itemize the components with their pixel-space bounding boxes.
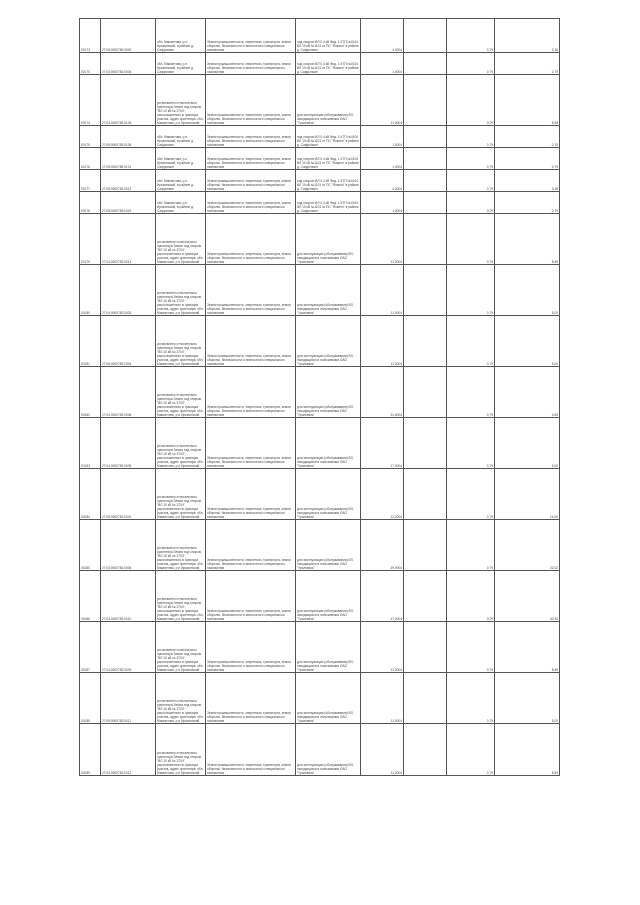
cell-rate: 0,79 — [447, 367, 495, 418]
cell-rate: 0,79 — [447, 214, 495, 265]
cell-empty — [404, 126, 447, 148]
cell-rate: 0,79 — [447, 265, 495, 316]
cell-area: 1,0004 — [361, 192, 404, 214]
cell-empty — [404, 367, 447, 418]
cell-cad: 27:04:0000782:0009 — [101, 622, 156, 673]
cell-empty — [404, 170, 447, 192]
cell-no: 00177 — [80, 170, 101, 192]
table-row — [80, 724, 560, 776]
cell-cad: 27:04:0000782:0005 — [101, 418, 156, 469]
table-row — [80, 265, 560, 316]
cell-area: 1,0004 — [361, 126, 404, 148]
cell-empty — [404, 214, 447, 265]
table-row — [80, 571, 560, 622]
cell-cat: Земли промышленности, энергетики, транспорта, земли обороны, безопасности и земли иного специального назначения — [206, 571, 296, 622]
cell-use: для эксплуатации (обслуживания) ВЛ, находящихся в пользовании ОАО "Уралсвязь" — [296, 571, 361, 622]
table-row — [80, 469, 560, 520]
cell-loc: установлено относительно ориентира Земля под опорою "ВЛ-10 кВ № 3704", расположенного в границах участка, адрес ориентира: обл. Мамонтова, р-н Ирынинский — [156, 418, 206, 469]
cell-loc: установлено относительно ориентира Земля под опорою "ВЛ-10 кВ № 3704", расположенного в границах участка, адрес ориентира: обл. Мамонтова, р-н Ирынинский — [156, 367, 206, 418]
cell-cat: Земли промышленности, энергетики, транспорта, земли обороны, безопасности и земли иного специального назначения — [206, 724, 296, 776]
cell-rate: 0,79 — [447, 520, 495, 571]
cell-empty — [404, 265, 447, 316]
cell-cad: 27:08:0000785:0101 — [101, 148, 156, 170]
cell-sum: 8,69 — [495, 724, 560, 776]
cell-rate: 0,79 — [447, 571, 495, 622]
cell-no: 00176 — [80, 148, 101, 170]
cell-rate: 0,79 — [447, 724, 495, 776]
cell-cad: 27:04:0000782:0006 — [101, 367, 156, 418]
cell-cat: Земли промышленности, энергетики, транспорта, земли обороны, безопасности и земли иного специального назначения — [206, 418, 296, 469]
cell-cad: 27:04:0000782:0104 — [101, 75, 156, 126]
cell-rate: 0,79 — [447, 192, 495, 214]
cell-no: 00179 — [80, 214, 101, 265]
cell-sum: 5,00 — [495, 673, 560, 724]
cell-use: под опорою ВЛ 0,4 кВ Фид. 1 КТП №0104 ВЛ 10 кВ №1101 от ПС "Ялкино" в районе д. Сафронкин — [296, 170, 361, 192]
cell-empty — [404, 192, 447, 214]
cell-no: 00174 — [80, 75, 101, 126]
table-row — [80, 316, 560, 367]
cell-rate: 0,79 — [447, 170, 495, 192]
cell-no: 00188 — [80, 673, 101, 724]
table-row — [80, 673, 560, 724]
cell-area: 17,0004 — [361, 418, 404, 469]
cell-empty — [404, 19, 447, 53]
cell-cat: Земли промышленности, энергетики, транспорта, земли обороны, безопасности и земли иного специального назначения — [206, 170, 296, 192]
cell-cad: 27:04:0000782:0013 — [101, 214, 156, 265]
cell-sum: 8,69 — [495, 75, 560, 126]
cell-no: 00178 — [80, 192, 101, 214]
cell-cat: Земли промышленности, энергетики, транспорта, земли обороны, безопасности и земли иного специального назначения — [206, 520, 296, 571]
cell-cad: 27:08:0000782:0001 — [101, 469, 156, 520]
cell-area: 11,0004 — [361, 724, 404, 776]
table-row — [80, 170, 560, 192]
table-row — [80, 192, 560, 214]
cell-loc: установлено относительно ориентира Земля под опорою "ВЛ-10 кВ № 3704", расположенного в границах участка, адрес ориентира: обл. Мамонтова, р-н Ирынинский — [156, 622, 206, 673]
cell-sum: 3,16 — [495, 170, 560, 192]
cell-use: для эксплуатации (обслуживания) ВЛ, находящихся в пользовании ОАО "Уралсвязь" — [296, 75, 361, 126]
cell-rate: 0,79 — [447, 622, 495, 673]
cell-cat: Земли промышленности, энергетики, транспорта, земли обороны, безопасности и земли иного специального назначения — [206, 673, 296, 724]
cell-cat: Земли промышленности, энергетики, транспорта, земли обороны, безопасности и земли иного специального назначения — [206, 265, 296, 316]
cell-loc: обл. Мамонтова, р-н Ирынинский, в районе д. Сафронкин — [156, 126, 206, 148]
cell-rate: 0,79 — [447, 19, 495, 53]
cell-cat: Земли промышленности, энергетики, транспорта, земли обороны, безопасности и земли иного специального назначения — [206, 316, 296, 367]
cell-no: 00173 — [80, 19, 101, 53]
cell-cad: 27:08:0000782:0004 — [101, 316, 156, 367]
cell-loc: установлено относительно ориентира Земля под опорою "ВЛ-10 кВ № 3704", расположенного в границах участка, адрес ориентира: обл. Мамонтова, р-н Ирынинский — [156, 214, 206, 265]
cell-loc: обл. Мамонтова, р-н Ирынинский, в районе д. Сафронкин — [156, 53, 206, 75]
cell-cat: Земли промышленности, энергетики, транспорта, земли обороны, безопасности и земли иного специального назначения — [206, 192, 296, 214]
cell-use: для эксплуатации (обслуживания) ВЛ, находящихся в пользовании ОАО "Уралсвязь" — [296, 214, 361, 265]
cell-area: 11,0004 — [361, 214, 404, 265]
cell-no: 00181 — [80, 316, 101, 367]
cell-area: 4,0004 — [361, 170, 404, 192]
cell-loc: установлено относительно ориентира Земля под опорою "ВЛ-10 кВ № 3704", расположенного в границах участка, адрес ориентира: обл. Мамонтова, р-н Ирынинский — [156, 75, 206, 126]
cell-rate: 0,79 — [447, 673, 495, 724]
cell-no: 00189 — [80, 724, 101, 776]
cell-area: 11,0004 — [361, 316, 404, 367]
cell-sum: 5,00 — [495, 316, 560, 367]
cell-sum: 3,16 — [495, 19, 560, 53]
cell-sum: 14,00 — [495, 469, 560, 520]
cell-no: 00175 — [80, 126, 101, 148]
cell-area: 11,0004 — [361, 265, 404, 316]
cell-area: 1,0004 — [361, 148, 404, 170]
cell-use: под опорою ВЛ 0,4 кВ Фид. 1 КТП №0104 ВЛ 10 кВ №1101 от ПС "Ялкино" в районе д. Сафронкин — [296, 19, 361, 53]
table-row — [80, 53, 560, 75]
cell-empty — [404, 418, 447, 469]
cell-empty — [404, 53, 447, 75]
cell-sum: 0,79 — [495, 192, 560, 214]
cell-no: 00186 — [80, 571, 101, 622]
cell-sum: 0,79 — [495, 53, 560, 75]
cell-loc: установлено относительно ориентира Земля под опорою "ВЛ-10 кВ № 3704", расположенного в границах участка, адрес ориентира: обл. Мамонтова, р-н Ирынинский — [156, 316, 206, 367]
table-row — [80, 520, 560, 571]
cell-cad: 27:08:0000780:0000 — [101, 19, 156, 53]
cell-rate: 0,79 — [447, 316, 495, 367]
cell-sum: 0,79 — [495, 148, 560, 170]
cell-area: 31,0004 — [361, 367, 404, 418]
cell-use: под опорою ВЛ 0,4 кВ Фид. 1 КТП №0104 ВЛ 10 кВ №1101 от ПС "Ялкино" в районе д. Сафронкин — [296, 192, 361, 214]
table-row — [80, 214, 560, 265]
cell-use: под опорою ВЛ 0,4 кВ Фид. 1 КТП №0104 ВЛ 10 кВ №1101 от ПС "Ялкино" в районе д. Сафронкин — [296, 53, 361, 75]
cell-area: 12,0004 — [361, 469, 404, 520]
cell-area: 11,0004 — [361, 75, 404, 126]
cell-rate: 0,79 — [447, 126, 495, 148]
cell-cat: Земли промышленности, энергетики, транспорта, земли обороны, безопасности и земли иного специального назначения — [206, 53, 296, 75]
cell-use: под опорою ВЛ 0,4 кВ Фид. 1 КТП №0104 ВЛ 10 кВ №1101 от ПС "Ялкино" в районе д. Сафронкин — [296, 126, 361, 148]
cell-cad: 27:04:0000782:0003 — [101, 265, 156, 316]
cell-no: 00175 — [80, 53, 101, 75]
table-row — [80, 19, 560, 53]
cell-rate: 0,79 — [447, 148, 495, 170]
document-page — [79, 18, 559, 776]
table-row — [80, 126, 560, 148]
cell-use: для эксплуатации (обслуживания) ВЛ, находящихся в пользовании ОАО "Уралсвязь" — [296, 520, 361, 571]
cell-loc: обл. Мамонтова, р-н Ирынинский, в районе д. Сафронкин — [156, 19, 206, 53]
cell-cat: Земли промышленности, энергетики, транспорта, земли обороны, безопасности и земли иного специального назначения — [206, 214, 296, 265]
cell-sum: 8,69 — [495, 214, 560, 265]
cell-cat: Земли промышленности, энергетики, транспорта, земли обороны, безопасности и земли иного специального назначения — [206, 622, 296, 673]
cell-loc: обл. Мамонтова, р-н Ирынинский, в районе д. Сафронкин — [156, 170, 206, 192]
cell-area: 29,0004 — [361, 520, 404, 571]
table-row — [80, 622, 560, 673]
cell-use: для эксплуатации (обслуживания) ВЛ, находящихся в пользовании ОАО "Уралсвязь" — [296, 622, 361, 673]
cell-empty — [404, 148, 447, 170]
table-row — [80, 367, 560, 418]
cell-loc: установлено относительно ориентира Земля под опорою "ВЛ-10 кВ № 3704", расположенного в границах участка, адрес ориентира: обл. Мамонтова, р-н Ирынинский — [156, 571, 206, 622]
cell-empty — [404, 571, 447, 622]
cell-use: для эксплуатации (обслуживания) ВЛ, находящихся в пользовании ОАО "Уралсвязь" — [296, 724, 361, 776]
cell-area: 47,0004 — [361, 571, 404, 622]
cell-loc: установлено относительно ориентира Земля под опорою "ВЛ-10 кВ № 3704", расположенного в границах участка, адрес ориентира: обл. Мамонтова, р-н Ирынинский — [156, 724, 206, 776]
cell-no: 00187 — [80, 622, 101, 673]
cell-loc: установлено относительно ориентира Земля под опорою "ВЛ-10 кВ № 3704", расположенного в границах участка, адрес ориентира: обл. Мамонтова, р-н Ирынинский — [156, 265, 206, 316]
cell-rate: 0,79 — [447, 75, 495, 126]
cell-empty — [404, 673, 447, 724]
cell-cad: 27:04:0000782:0006 — [101, 520, 156, 571]
cell-sum: 5,00 — [495, 265, 560, 316]
cell-loc: установлено относительно ориентира Земля под опорою "ВЛ-10 кВ № 3704", расположенного в границах участка, адрес ориентира: обл. Мамонтова, р-н Ирынинский — [156, 673, 206, 724]
cell-loc: обл. Мамонтова, р-н Ирынинский, в районе д. Сафронкин — [156, 148, 206, 170]
cell-empty — [404, 75, 447, 126]
cell-use: для эксплуатации (обслуживания) ВЛ, находящихся в пользовании ОАО "Уралсвязь" — [296, 469, 361, 520]
cell-no: 00184 — [80, 469, 101, 520]
table-row — [80, 75, 560, 126]
cell-cat: Земли промышленности, энергетики, транспорта, земли обороны, безопасности и земли иного специального назначения — [206, 148, 296, 170]
cell-use: для эксплуатации (обслуживания) ВЛ, находящихся в пользовании ОАО "Уралсвязь" — [296, 265, 361, 316]
cell-sum: 4,69 — [495, 367, 560, 418]
cell-cad: 27:04:0000783:0004 — [101, 53, 156, 75]
cell-no: 00185 — [80, 520, 101, 571]
cell-cat: Земли промышленности, энергетики, транспорта, земли обороны, безопасности и земли иного специального назначения — [206, 19, 296, 53]
cell-rate: 0,79 — [447, 418, 495, 469]
cell-cad: 27:08:0000783:0013 — [101, 170, 156, 192]
cell-no: 00182 — [80, 367, 101, 418]
cell-sum: 22,02 — [495, 520, 560, 571]
cell-area: 4,0004 — [361, 19, 404, 53]
cell-loc: установлено относительно ориентира Земля под опорою "ВЛ-10 кВ № 3704", расположенного в границах участка, адрес ориентира: обл. Мамонтова, р-н Ирынинский — [156, 469, 206, 520]
cell-cat: Земли промышленности, энергетики, транспорта, земли обороны, безопасности и земли иного специального назначения — [206, 367, 296, 418]
cell-cad: 27:04:0000782:0010 — [101, 571, 156, 622]
cell-loc: установлено относительно ориентира Земля под опорою "ВЛ-10 кВ № 3704", расположенного в границах участка, адрес ориентира: обл. Мамонтова, р-н Ирынинский — [156, 520, 206, 571]
cell-use: для эксплуатации (обслуживания) ВЛ, находящихся в пользовании ОАО "Уралсвязь" — [296, 316, 361, 367]
cell-area: 11,0004 — [361, 622, 404, 673]
cell-no: 00183 — [80, 418, 101, 469]
cell-loc: обл. Мамонтова, р-н Ирынинский, в районе д. Сафронкин — [156, 192, 206, 214]
cell-cad: 27:04:0000782:0012 — [101, 724, 156, 776]
cell-area: 11,0004 — [361, 673, 404, 724]
cell-sum: 8,69 — [495, 622, 560, 673]
cell-sum: 0,79 — [495, 126, 560, 148]
cell-rate: 0,79 — [447, 53, 495, 75]
land-plots-table — [79, 18, 560, 776]
cell-use: под опорою ВЛ 0,4 кВ Фид. 1 КТП №0104 ВЛ 10 кВ №1101 от ПС "Ялкино" в районе д. Сафронкин — [296, 148, 361, 170]
cell-empty — [404, 622, 447, 673]
cell-sum: 40,34 — [495, 571, 560, 622]
cell-use: для эксплуатации (обслуживания) ВЛ, находящихся в пользовании ОАО "Уралсвязь" — [296, 673, 361, 724]
table-row — [80, 148, 560, 170]
cell-cad: 27:08:0000783:0043 — [101, 192, 156, 214]
cell-cad: 27:08:0000783:0106 — [101, 126, 156, 148]
cell-rate: 0,79 — [447, 469, 495, 520]
cell-empty — [404, 469, 447, 520]
cell-cat: Земли промышленности, энергетики, транспорта, земли обороны, безопасности и земли иного специального назначения — [206, 469, 296, 520]
cell-no: 00180 — [80, 265, 101, 316]
cell-cat: Земли промышленности, энергетики, транспорта, земли обороны, безопасности и земли иного специального назначения — [206, 75, 296, 126]
cell-empty — [404, 316, 447, 367]
cell-area: 1,0004 — [361, 53, 404, 75]
cell-use: для эксплуатации (обслуживания) ВЛ, находящихся в пользовании ОАО "Уралсвязь" — [296, 367, 361, 418]
table-row — [80, 418, 560, 469]
cell-cad: 27:08:0000782:0011 — [101, 673, 156, 724]
cell-sum: 5,00 — [495, 418, 560, 469]
cell-cat: Земли промышленности, энергетики, транспорта, земли обороны, безопасности и земли иного специального назначения — [206, 126, 296, 148]
cell-use: для эксплуатации (обслуживания) ВЛ, находящихся в пользовании ОАО "Уралсвязь" — [296, 418, 361, 469]
cell-empty — [404, 724, 447, 776]
cell-empty — [404, 520, 447, 571]
